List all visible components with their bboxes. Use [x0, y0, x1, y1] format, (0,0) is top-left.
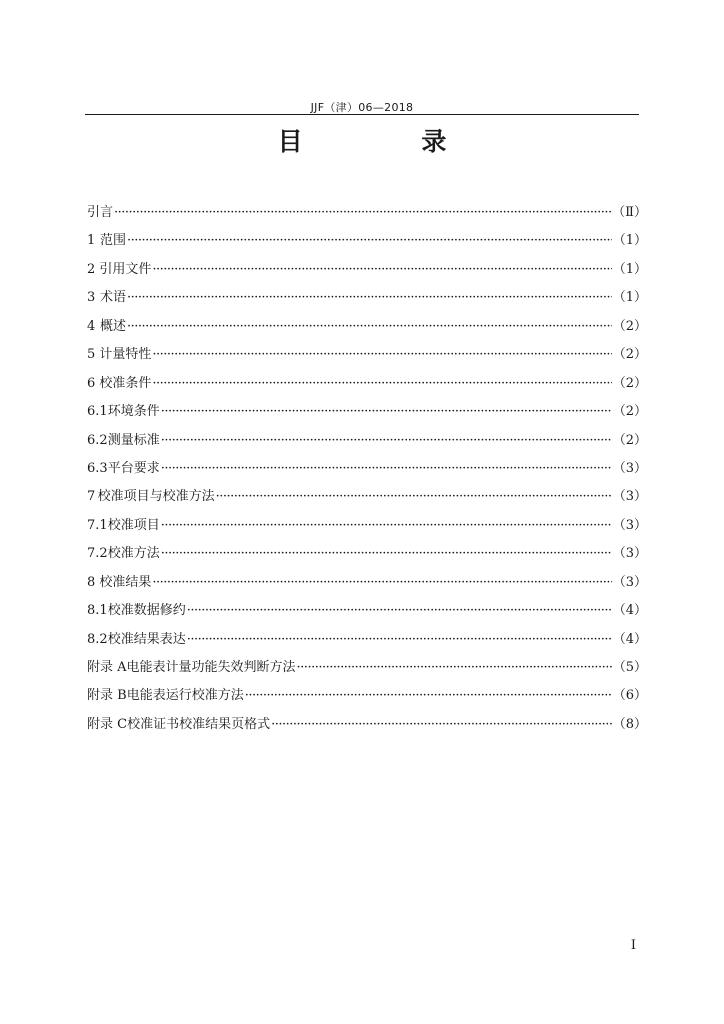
- toc-entry-page: （2）: [612, 318, 647, 334]
- toc-entry-number: 2: [87, 261, 96, 277]
- toc-dot-leader: [152, 256, 611, 284]
- toc-entry-number: 3: [87, 290, 96, 306]
- toc-entry-title: 环境条件: [107, 404, 160, 420]
- toc-dot-leader: [161, 540, 612, 568]
- toc-entry-number: 6.3: [87, 460, 108, 476]
- toc-dot-leader: [161, 398, 612, 426]
- toc-entry[interactable]: [87, 654, 647, 682]
- toc-entry-title: 校准结果表达: [107, 631, 186, 647]
- toc-entry-number: 8.1: [87, 603, 108, 619]
- toc-entry-page: （1）: [612, 233, 647, 249]
- toc-entry-title: 计量特性: [99, 347, 152, 363]
- toc-entry[interactable]: [87, 427, 647, 455]
- toc-entry-page: （3）: [612, 574, 647, 590]
- toc-entry-page: （3）: [612, 460, 647, 476]
- toc-entry-title: 校准数据修约: [107, 603, 186, 619]
- toc-entry-number: 附录 B: [87, 688, 127, 704]
- toc-entry-title: 范围: [99, 233, 126, 249]
- toc-entry-number: 6.1: [87, 404, 108, 420]
- toc-entry-number: 8: [87, 574, 96, 590]
- toc-entry-number: 7.2: [87, 546, 108, 562]
- toc-entry-page: （3）: [612, 517, 647, 533]
- toc-entry-title: 平台要求: [107, 460, 160, 476]
- toc-entry-number: 7.1: [87, 517, 108, 533]
- toc-entry[interactable]: [87, 455, 647, 483]
- toc-entry-number: 7: [87, 489, 96, 505]
- toc-dot-leader: [297, 654, 612, 682]
- toc-entry-title: 电能表运行校准方法: [126, 688, 244, 704]
- toc-dot-leader: [127, 284, 612, 312]
- toc-entry-number: 6.2: [87, 432, 108, 448]
- page-title: 目 录: [277, 127, 502, 156]
- toc-entry-number: 8.2: [87, 631, 108, 647]
- toc-entry[interactable]: [87, 512, 647, 540]
- toc-entry-page: （1）: [612, 261, 647, 277]
- document-code: JJF（津）06—2018: [310, 101, 414, 114]
- toc-entry[interactable]: [87, 341, 647, 369]
- toc-entry-page: （Ⅱ）: [612, 205, 647, 220]
- toc-entry-title: 校准项目: [107, 517, 160, 533]
- toc-entry[interactable]: [87, 540, 647, 568]
- toc-dot-leader: [245, 682, 612, 710]
- toc-entry[interactable]: [87, 483, 647, 511]
- page-number: I: [630, 938, 636, 953]
- toc-entry-page: （2）: [612, 432, 647, 448]
- toc-entry-page: （5）: [612, 660, 647, 675]
- toc-entry-page: （3）: [612, 489, 647, 505]
- toc-entry-page: （6）: [612, 688, 647, 704]
- toc-entry[interactable]: [87, 284, 647, 312]
- toc-entry-page: （8）: [612, 716, 647, 732]
- toc-entry-number: 附录 A: [87, 660, 127, 675]
- toc-entry-number: 6: [87, 375, 96, 391]
- toc-entry-page: （1）: [612, 290, 647, 306]
- toc-entry-number: 4: [87, 318, 96, 334]
- toc-entry-page: （2）: [612, 347, 647, 363]
- toc-dot-leader: [152, 341, 611, 369]
- toc-entry-title: 术语: [99, 290, 126, 306]
- toc-dot-leader: [187, 626, 612, 654]
- toc-dot-leader: [127, 227, 612, 255]
- toc-entry-number: 1: [87, 233, 96, 249]
- toc-entry-title: 校准方法: [107, 546, 160, 562]
- toc-entry[interactable]: [87, 199, 647, 227]
- toc-entry[interactable]: [87, 569, 647, 597]
- toc-dot-leader: [161, 455, 612, 483]
- header-rule: [85, 114, 639, 115]
- toc-entry-number: 5: [87, 347, 96, 363]
- toc-entry[interactable]: [87, 370, 647, 398]
- toc-entry-title: 校准证书校准结果页格式: [127, 716, 271, 732]
- toc-entry[interactable]: [87, 398, 647, 426]
- toc-entry-number: 附录 C: [87, 716, 128, 732]
- toc-dot-leader: [152, 370, 611, 398]
- toc-entry[interactable]: [87, 597, 647, 625]
- toc-dot-leader: [187, 597, 612, 625]
- toc-entry-title: 引言: [87, 205, 114, 220]
- toc-entry[interactable]: [87, 682, 647, 710]
- toc-entry-page: （4）: [612, 603, 647, 619]
- toc-dot-leader: [152, 569, 611, 597]
- toc-entry-title: 校准条件: [99, 375, 152, 391]
- toc-entry-title: 测量标准: [107, 432, 160, 448]
- toc-entry-page: （4）: [612, 631, 647, 647]
- toc-dot-leader: [161, 512, 612, 540]
- toc-entry-title: 概述: [99, 318, 126, 334]
- toc-entry-title: 引用文件: [99, 261, 152, 277]
- toc-dot-leader: [127, 313, 612, 341]
- toc-entry-title: 校准结果: [99, 574, 152, 590]
- toc-dot-leader: [216, 483, 612, 511]
- toc-entry[interactable]: [87, 626, 647, 654]
- toc-entry[interactable]: [87, 256, 647, 284]
- toc-entry-page: （3）: [612, 546, 647, 562]
- toc-entry[interactable]: [87, 711, 647, 739]
- toc-entry[interactable]: [87, 313, 647, 341]
- toc-entry-page: （2）: [612, 375, 647, 391]
- toc-dot-leader: [271, 711, 612, 739]
- toc-entry-title: 电能表计量功能失效判断方法: [126, 660, 296, 675]
- table-of-contents: [87, 199, 647, 739]
- toc-dot-leader: [161, 427, 612, 455]
- toc-entry-page: （2）: [612, 404, 647, 420]
- toc-entry[interactable]: [87, 227, 647, 255]
- toc-entry-title: 校准项目与校准方法: [97, 489, 215, 505]
- toc-dot-leader: [114, 199, 611, 227]
